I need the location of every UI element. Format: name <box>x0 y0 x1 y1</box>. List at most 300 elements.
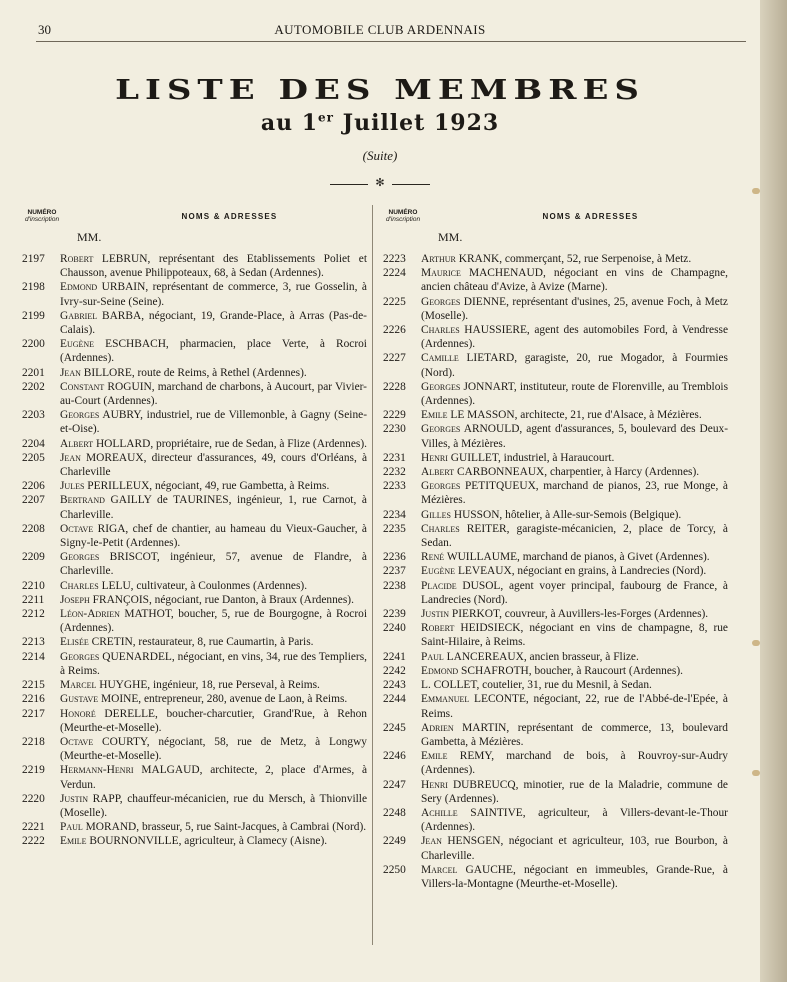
member-number: 2241 <box>383 650 406 663</box>
date-prefix: au 1 <box>260 110 319 136</box>
member-details <box>421 422 728 450</box>
member-details <box>421 607 728 621</box>
member-entry <box>383 465 728 479</box>
member-number: 2214 <box>22 650 45 663</box>
member-details <box>60 593 367 607</box>
member-name-address: DUSOL, agent voyer principal, faubourg de France, à Landrecies (Nord). <box>421 579 728 606</box>
member-entry <box>383 323 728 351</box>
member-details <box>421 408 728 422</box>
number-header <box>383 209 423 223</box>
member-entry <box>22 692 367 706</box>
member-number: 2225 <box>383 295 406 308</box>
column-left <box>22 208 367 849</box>
member-details <box>60 607 367 635</box>
member-first-name: Charles <box>60 579 99 592</box>
member-details <box>421 550 728 564</box>
list-title: LISTE DES MEMBRES <box>115 74 645 106</box>
member-first-name: Justin <box>60 792 88 805</box>
member-first-name: Emile <box>60 835 87 848</box>
member-details <box>421 252 728 266</box>
member-entry <box>383 408 728 422</box>
date-suffix: Juillet 1923 <box>334 110 500 136</box>
member-first-name: Paul <box>421 650 444 663</box>
member-entry <box>22 493 367 521</box>
member-entry <box>383 508 728 522</box>
member-details <box>421 650 728 664</box>
member-first-name: Emile <box>421 750 448 763</box>
member-name-address: MOREAUX, directeur d'assurances, 49, cours d'Orléans, à Charleville <box>60 451 367 479</box>
member-number: 2246 <box>383 750 406 763</box>
member-details <box>60 678 367 692</box>
column-right <box>383 208 728 891</box>
member-first-name: Charles <box>421 522 460 535</box>
member-name-address: HENSGEN, négociant et agriculteur, 103, rue Bourbon, à Charleville. <box>421 835 728 862</box>
member-details <box>60 522 367 550</box>
member-details <box>60 479 367 493</box>
member-entry <box>383 749 728 777</box>
member-details <box>60 252 367 280</box>
member-number: 2213 <box>22 636 45 649</box>
member-name-address: LANCEREAUX, ancien brasseur, à Flize. <box>446 650 639 663</box>
member-number: 2243 <box>383 679 406 692</box>
member-number: 2232 <box>383 466 406 479</box>
member-number: 2224 <box>383 267 406 280</box>
member-entry <box>383 678 728 692</box>
member-name-address: HAUSSIERE, agent des automobiles Ford, à Vendresse (Ardennes). <box>421 324 728 351</box>
member-number: 2233 <box>383 480 406 493</box>
member-first-name: Georges <box>421 423 461 436</box>
member-first-name: Placide <box>421 579 457 592</box>
member-details <box>421 579 728 607</box>
member-list-right <box>383 252 728 891</box>
member-first-name: Eugène <box>60 338 95 351</box>
member-entry <box>383 579 728 607</box>
member-number: 2226 <box>383 324 406 337</box>
member-number: 2240 <box>383 622 406 635</box>
member-first-name: Octave <box>60 735 94 748</box>
member-entry <box>22 579 367 593</box>
member-entry <box>383 479 728 507</box>
ornament-bar-left <box>330 184 368 185</box>
member-number: 2218 <box>22 735 45 748</box>
member-entry <box>22 763 367 791</box>
member-entry <box>383 621 728 649</box>
member-first-name: Jean <box>60 451 81 464</box>
member-details <box>421 479 728 507</box>
member-details <box>421 465 728 479</box>
column-header <box>22 208 367 230</box>
member-entry <box>22 735 367 763</box>
member-first-name: Robert <box>60 253 94 265</box>
member-details <box>60 309 367 337</box>
member-first-name: Edmond <box>421 664 459 677</box>
member-details <box>421 621 728 649</box>
member-details <box>421 834 728 862</box>
number-header <box>22 209 62 223</box>
member-entry <box>383 266 728 294</box>
member-first-name: Eugène <box>421 565 456 578</box>
member-number: 2211 <box>22 593 45 606</box>
member-entry <box>22 437 367 451</box>
member-details <box>421 721 728 749</box>
member-first-name: Georges <box>421 295 461 308</box>
member-name-address: BARBA, négociant, 19, Grande-Place, à Arras (Pas-de-Calais). <box>60 309 367 337</box>
member-entry <box>383 692 728 720</box>
mm-label: MM. <box>77 230 102 244</box>
member-details <box>421 863 728 891</box>
member-entry <box>383 351 728 379</box>
member-entry <box>22 550 367 578</box>
member-number: 2212 <box>22 608 45 621</box>
member-name-address: REMY, marchand de bois, à Rouvroy-sur-Audry (Ardennes). <box>421 750 728 777</box>
member-entry <box>383 607 728 621</box>
member-name-address: SAINTIVE, agriculteur, à Villers-devant-le-Thour (Ardennes). <box>421 806 728 834</box>
mm-label: MM. <box>438 230 463 244</box>
member-entry <box>22 834 367 848</box>
member-first-name: Paul <box>60 821 83 834</box>
member-first-name: Georges <box>421 480 461 493</box>
member-name-address: URBAIN, représentant de commerce, 3, rue Gosselin, à Ivry-sur-Seine (Seine). <box>60 281 367 308</box>
member-first-name: Joseph <box>60 593 90 606</box>
member-details <box>60 280 367 308</box>
member-number: 2217 <box>22 707 45 720</box>
member-first-name: Hermann-Henri <box>60 764 134 777</box>
member-name-address: BRISCOT, ingénieur, 57, avenue de Flandre, à Charleville. <box>60 551 367 578</box>
member-entry <box>383 834 728 862</box>
member-list-left <box>22 252 367 849</box>
member-number: 2208 <box>22 522 45 535</box>
number-header-line1: NUMÉRO <box>388 209 418 216</box>
member-number: 2229 <box>383 409 406 422</box>
member-number: 2239 <box>383 608 406 621</box>
member-number: 2204 <box>22 437 45 450</box>
member-entry <box>383 806 728 834</box>
member-first-name: Robert <box>421 622 455 635</box>
ornament-icon: ✻ <box>375 177 385 189</box>
member-number: 2230 <box>383 423 406 436</box>
list-date <box>0 110 760 136</box>
header-rule <box>36 41 746 42</box>
member-name-address: GAILLY de TAURINES, ingénieur, 1, rue Carnot, à Charleville. <box>60 494 367 521</box>
member-number: 2235 <box>383 522 406 535</box>
member-details <box>421 380 728 408</box>
member-number: 2219 <box>22 764 45 777</box>
member-first-name: Emile <box>421 409 448 422</box>
member-name-address: CRETIN, restaurateur, 8, rue Caumartin, à Paris. <box>91 636 314 649</box>
member-entry <box>383 778 728 806</box>
member-number: 2199 <box>22 309 45 322</box>
member-name-address: PERILLEUX, négociant, 49, rue Gambetta, à Reims. <box>87 480 330 493</box>
member-first-name: Gustave <box>60 693 99 706</box>
member-entry <box>22 522 367 550</box>
member-name-address: COLLET, coutelier, 31, rue du Mesnil, à Sedan. <box>433 679 652 692</box>
member-details <box>60 380 367 408</box>
date-superscript: er <box>318 110 334 125</box>
member-first-name: Arthur <box>421 253 456 265</box>
member-name-address: ROGUIN, marchand de charbons, à Aucourt, par Vivier-au-Court (Ardennes). <box>60 380 367 408</box>
member-number: 2231 <box>383 451 406 464</box>
member-entry <box>383 664 728 678</box>
member-name-address: HEIDSIECK, négociant en vins de champagne, 8, rue Saint-Hilaire, à Reims. <box>421 622 728 649</box>
member-details <box>60 635 367 649</box>
member-entry <box>383 522 728 550</box>
member-entry <box>22 280 367 308</box>
member-name-address: ESCHBACH, pharmacien, place Verte, à Rocroi (Ardennes). <box>60 338 367 365</box>
member-entry <box>383 863 728 891</box>
member-details <box>60 834 367 848</box>
member-first-name: Elisée <box>60 636 89 649</box>
member-number: 2198 <box>22 281 45 294</box>
member-number: 2228 <box>383 380 406 393</box>
number-header-line2: d'inscription <box>385 216 421 223</box>
member-number: 2200 <box>22 338 45 351</box>
member-first-name: Léon-Adrien <box>60 608 120 621</box>
member-entry <box>22 678 367 692</box>
member-number: 2216 <box>22 693 45 706</box>
member-entry <box>22 479 367 493</box>
member-first-name: Marcel <box>60 679 97 692</box>
member-details <box>60 366 367 380</box>
member-name-address: LE MASSON, architecte, 21, rue d'Alsace, à Mézières. <box>450 409 702 422</box>
member-details <box>60 735 367 763</box>
member-number: 2234 <box>383 508 406 521</box>
member-entry <box>22 252 367 280</box>
member-first-name: L. <box>421 679 431 692</box>
member-entry <box>22 451 367 479</box>
member-name-address: BOURNONVILLE, agriculteur, à Clamecy (Aisne). <box>89 835 328 848</box>
member-details <box>421 664 728 678</box>
member-number: 2247 <box>383 778 406 791</box>
member-entry <box>22 309 367 337</box>
member-details <box>60 792 367 820</box>
member-first-name: Jules <box>60 480 85 493</box>
member-first-name: Georges <box>60 409 100 422</box>
member-name-address: RIGA, chef de chantier, au hameau du Vieux-Gaucher, à Signy-le-Petit (Ardennes). <box>60 522 367 550</box>
member-entry <box>22 380 367 408</box>
suite-label: (Suite) <box>362 148 398 163</box>
member-first-name: Gabriel <box>60 309 98 322</box>
member-details <box>60 650 367 678</box>
member-entry <box>383 295 728 323</box>
member-details <box>60 763 367 791</box>
member-first-name: Jean <box>60 366 81 379</box>
member-name-address: DIENNE, représentant d'usines, 25, avenue Foch, à Metz (Moselle). <box>421 295 728 322</box>
member-name-address: GAUCHE, négociant en immeubles, Grande-Rue, à Villers-la-Montagne (Meurthe-et-Moselle). <box>421 863 728 890</box>
member-number: 2201 <box>22 366 45 379</box>
member-first-name: Henri <box>421 451 448 464</box>
member-first-name: Edmond <box>60 281 98 294</box>
member-details <box>421 323 728 351</box>
member-first-name: Constant <box>60 380 105 393</box>
member-entry <box>22 366 367 380</box>
member-name-address: DERELLE, boucher-charcutier, Grand'Rue, à Rehon (Meurthe-et-Moselle). <box>60 707 367 734</box>
member-number: 2248 <box>383 806 406 819</box>
member-number: 2221 <box>22 821 45 834</box>
member-number: 2203 <box>22 409 45 422</box>
member-details <box>421 806 728 834</box>
member-number: 2245 <box>383 721 406 734</box>
member-details <box>60 550 367 578</box>
member-details <box>421 266 728 294</box>
member-entry <box>383 451 728 465</box>
member-number: 2249 <box>383 835 406 848</box>
member-details <box>60 579 367 593</box>
member-number: 2250 <box>383 863 406 876</box>
member-details <box>60 820 367 834</box>
member-entry <box>22 607 367 635</box>
member-first-name: Albert <box>421 466 455 479</box>
member-name-address: SCHAFROTH, boucher, à Raucourt (Ardennes). <box>461 664 683 677</box>
member-number: 2197 <box>22 253 45 265</box>
member-name-address: LECONTE, négociant, 22, rue de l'Abbé-de-l'Epée, à Reims. <box>421 693 728 720</box>
member-name-address: LEVEAUX, négociant en grains, à Landrecies (Nord). <box>457 565 707 578</box>
member-entry <box>22 707 367 735</box>
member-name-address: HUSSON, hôtelier, à Alle-sur-Semois (Belgique). <box>453 508 682 521</box>
member-number: 2236 <box>383 551 406 564</box>
member-name-address: LEBRUN, représentant des Etablissements Poliet et Chausson, avenue Philippoteaux, 68, à Sedan (Ardennes). <box>60 253 367 280</box>
member-first-name: Gilles <box>421 508 451 521</box>
member-entry <box>383 550 728 564</box>
member-name-address: HUYGHE, ingénieur, 18, rue Perseval, à Reims. <box>99 679 320 692</box>
member-number: 2209 <box>22 551 45 564</box>
member-details <box>60 437 367 451</box>
member-entry <box>383 252 728 266</box>
member-name-address: REITER, garagiste-mécanicien, 2, place de Torcy, à Sedan. <box>421 522 728 550</box>
member-number: 2244 <box>383 693 406 706</box>
member-name-address: COURTY, négociant, 58, rue de Metz, à Longwy (Meurthe-et-Moselle). <box>60 735 367 763</box>
page-stain <box>752 640 760 646</box>
member-details <box>421 778 728 806</box>
member-details <box>421 508 728 522</box>
member-first-name: Georges <box>421 380 461 393</box>
member-first-name: Georges <box>60 650 100 663</box>
member-number: 2210 <box>22 579 45 592</box>
member-entry <box>383 721 728 749</box>
member-entry <box>22 650 367 678</box>
member-details <box>421 295 728 323</box>
member-entry <box>22 792 367 820</box>
member-number: 2215 <box>22 679 45 692</box>
member-first-name: Georges <box>60 551 100 564</box>
member-name-address: AUBRY, industriel, rue de Villemonble, à Gagny (Seine-et-Oise). <box>60 409 367 436</box>
member-entry <box>22 408 367 436</box>
member-first-name: Maurice <box>421 267 461 280</box>
member-details <box>60 337 367 365</box>
member-details <box>421 351 728 379</box>
member-number: 2202 <box>22 380 45 393</box>
member-name-address: MATHOT, boucher, 5, rue de Bourgogne, à Rocroi (Ardennes). <box>60 608 367 635</box>
member-entry <box>383 564 728 578</box>
member-name-address: MORAND, brasseur, 5, rue Saint-Jacques, à Cambrai (Nord). <box>85 821 367 834</box>
ornament-divider <box>330 177 430 190</box>
member-name-address: BILLORE, route de Reims, à Rethel (Ardennes). <box>83 366 307 379</box>
member-details <box>421 692 728 720</box>
member-first-name: Achille <box>421 806 458 819</box>
member-first-name: Emmanuel <box>421 693 470 706</box>
member-first-name: Justin <box>421 608 449 621</box>
member-first-name: Honoré <box>60 707 96 720</box>
member-name-address: MARTIN, représentant de commerce, 13, boulevard Gambetta, à Mézières. <box>421 721 728 748</box>
page-stain <box>752 770 760 776</box>
member-entry <box>383 650 728 664</box>
names-header: NOMS & ADRESSES <box>181 212 278 221</box>
member-name-address: DUBREUCQ, minotier, rue de la Maladrie, commune de Sery (Ardennes). <box>421 778 728 805</box>
member-details <box>421 678 728 692</box>
member-name-address: MACHENAUD, négociant en vins de Champagne, ancien château d'Avize, à Avize (Marne). <box>421 267 728 294</box>
number-header-line1: NUMÉRO <box>27 209 57 216</box>
member-entry <box>22 635 367 649</box>
member-number: 2222 <box>22 835 45 848</box>
names-header: NOMS & ADRESSES <box>542 212 639 221</box>
member-details <box>421 564 728 578</box>
member-details <box>60 493 367 521</box>
member-number: 2207 <box>22 494 45 507</box>
member-name-address: GUILLET, industriel, à Haraucourt. <box>450 451 615 464</box>
member-name-address: MOINE, entrepreneur, 280, avenue de Laon, à Reims. <box>100 693 348 706</box>
member-first-name: Octave <box>60 522 94 535</box>
member-name-address: MALGAUD, architecte, 2, place d'Armes, à Verdun. <box>60 764 367 791</box>
member-details <box>60 692 367 706</box>
member-name-address: RAPP, chauffeur-mécanicien, rue du Mersch, à Thionville (Moselle). <box>60 792 367 819</box>
member-entry <box>383 380 728 408</box>
member-name-address: FRANÇOIS, négociant, rue Danton, à Braux (Ardennes). <box>92 593 354 606</box>
member-first-name: Jean <box>421 835 442 848</box>
member-number: 2205 <box>22 451 45 464</box>
page-edge <box>760 0 787 982</box>
member-name-address: JONNART, instituteur, route de Florenville, au Tremblois (Ardennes). <box>421 380 728 408</box>
member-number: 2237 <box>383 565 406 578</box>
member-details <box>421 749 728 777</box>
running-head <box>0 22 760 38</box>
member-number: 2227 <box>383 352 406 365</box>
member-name-address: WUILLAUME, marchand de pianos, à Givet (Ardennes). <box>446 551 710 564</box>
member-name-address: KRANK, commerçant, 52, rue Serpenoise, à Metz. <box>458 253 692 265</box>
member-number: 2206 <box>22 480 45 493</box>
member-number: 2242 <box>383 664 406 677</box>
member-entry <box>22 593 367 607</box>
member-entry <box>22 820 367 834</box>
ornament-bar-right <box>392 184 430 185</box>
number-header-line2: d'inscription <box>24 216 60 223</box>
column-divider <box>372 205 373 945</box>
member-first-name: Albert <box>60 437 94 450</box>
member-name-address: PIERKOT, couvreur, à Auvillers-les-Forges (Ardennes). <box>451 608 709 621</box>
member-details <box>60 707 367 735</box>
page-number: 30 <box>38 22 51 37</box>
member-entry <box>383 422 728 450</box>
member-first-name: Marcel <box>421 863 458 876</box>
member-name-address: LIETARD, garagiste, 20, rue Mogador, à Fourmies (Nord). <box>421 352 728 379</box>
column-header <box>383 208 728 230</box>
member-details <box>421 522 728 550</box>
member-details <box>60 451 367 479</box>
member-number: 2223 <box>383 253 406 265</box>
member-details <box>60 408 367 436</box>
member-number: 2238 <box>383 579 406 592</box>
member-first-name: Henri <box>421 778 448 791</box>
member-name-address: CARBONNEAUX, charpentier, à Harcy (Ardennes). <box>456 466 700 479</box>
member-first-name: René <box>421 551 445 564</box>
member-number: 2220 <box>22 792 45 805</box>
member-name-address: HOLLARD, propriétaire, rue de Sedan, à Flize (Ardennes). <box>95 437 368 450</box>
member-name-address: ARNOULD, agent d'assurances, 5, boulevard des Deux-Villes, à Mézières. <box>421 423 729 450</box>
member-name-address: QUENARDEL, négociant, en vins, 34, rue des Templiers, à Reims. <box>60 650 367 677</box>
member-first-name: Bertrand <box>60 494 105 507</box>
member-first-name: Camille <box>421 352 459 365</box>
member-name-address: LELU, cultivateur, à Coulonmes (Ardennes). <box>101 579 308 592</box>
member-entry <box>22 337 367 365</box>
member-details <box>421 451 728 465</box>
